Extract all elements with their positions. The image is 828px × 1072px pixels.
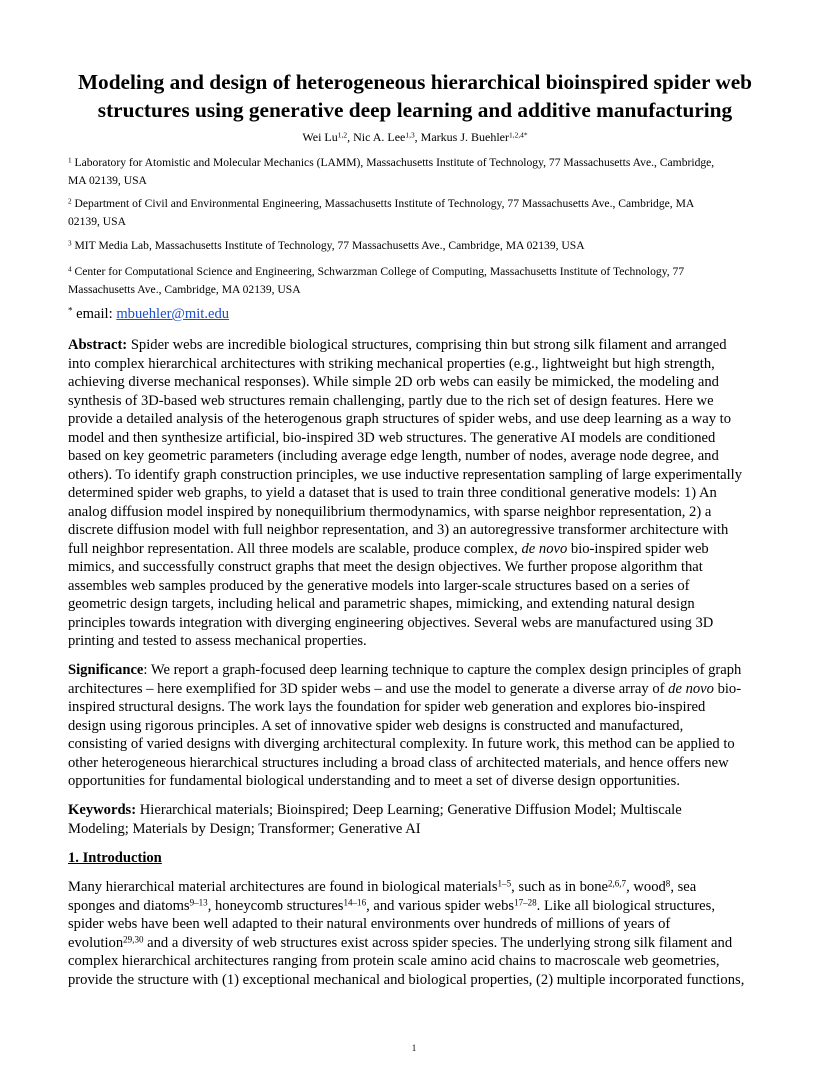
abstract-line: analog diffusion model inspired by nonequilibrium thermodynamics, with sparse neighbor representation, 2) a — [68, 503, 712, 520]
significance-line: other heterogeneous hierarchical structures including a broad class of architected materials, and hence offers new — [68, 754, 729, 771]
significance-line: : We report a graph-focused deep learning technique to capture the complex design principles of graph — [143, 662, 742, 678]
significance-label: Significance — [68, 662, 144, 678]
author-affil-marker: 1,2 — [337, 130, 348, 140]
citation-ref: 9–13 — [189, 896, 208, 907]
abstract-line: mimics, and successfully construct graphs that meet the design objectives. We further propose algorithm that — [68, 559, 703, 575]
author-name: Markus J. Buehler — [420, 130, 509, 144]
abstract-line: based on key geometric parameters (including average edge length, number of nodes, average node degree, and — [68, 448, 719, 464]
affiliation-number: 2 — [68, 197, 72, 206]
keywords-line: Modeling; Materials by Design; Transformer; Generative AI — [68, 820, 421, 837]
abstract-line: assembles web samples produced by the generative models into larger-scale structures based on a series of — [68, 577, 690, 594]
affiliation-text: Center for Computational Science and Engineering, Schwarzman College of Computing, Massachusetts Institute of Technology, 77 — [74, 265, 685, 278]
intro-line: Many hierarchical material architectures are found in biological materials$^{1-5}$, such as in bone$^{2,6,7}$, wood$^8$, sea — [68, 878, 697, 895]
affiliation-text: Massachusetts Ave., Cambridge, MA 02139, USA — [68, 283, 301, 296]
affiliation-text: Laboratory for Atomistic and Molecular Mechanics (LAMM), Massachusetts Institute of Technology, 77 Massachusetts Ave., Cambridge, — [74, 156, 715, 169]
abstract-line: into complex hierarchical architectures with striking mechanical properties (e.g., lightweight but high strength, — [68, 355, 715, 372]
abstract-line: synthesis of 3D-based web structures remain challenging, partly due to the rich set of design features. Here we — [68, 392, 714, 409]
significance-line: consisting of varied designs with diverging architectural complexity. In future work, this method can be applied to — [68, 736, 735, 752]
section-heading-introduction: 1. Introduction — [68, 850, 162, 866]
intro-line: provide the structure with (1) exceptional mechanical and biological properties, (2) multiple incorporated functions, — [68, 971, 745, 988]
keywords-label: Keywords: — [68, 802, 137, 818]
affiliation-4 — [68, 263, 762, 299]
significance-line: architectures – here exemplified for 3D spider webs – and use the model to generate a diverse array of — [68, 680, 669, 697]
author-affil-marker: 1,2,4* — [509, 130, 528, 140]
citation-ref: 8 — [665, 878, 671, 889]
abstract-line: model and then synthesize artificial, bio-inspired 3D web structures. The generative AI models are conditioned — [68, 429, 716, 446]
abstract-line: provide a detailed analysis of the heterogenous graph structures of spider webs, and use deep learning as a way to — [68, 411, 731, 427]
email-label: email: — [72, 306, 117, 322]
significance-line: opportunities for fundamental biological understanding and to meet a set of diverse design opportunities. — [68, 773, 680, 789]
italic-term: de novo — [521, 540, 568, 557]
affiliation-text: Department of Civil and Environmental Engineering, Massachusetts Institute of Technology, 77 Massachusetts Ave., Cambridge, MA — [74, 197, 695, 210]
email-link[interactable]: mbuehler@mit.edu — [116, 306, 230, 322]
intro-line: complex hierarchical architectures ranging from protein scale amino acid chains to macroscale web geometries, — [68, 953, 720, 969]
abstract-line: others). To identify graph construction principles, we use inductive representation sampling of large experimentally — [68, 466, 743, 483]
keywords — [68, 801, 762, 838]
page-number: 1 — [411, 1043, 417, 1053]
title-line-2: structures using generative deep learning and additive manufacturing — [97, 98, 733, 122]
abstract-line: discrete diffusion model with full neighbor representation, and 3) an autoregressive transformer architecture with — [68, 522, 729, 538]
abstract — [68, 336, 762, 651]
affiliation-number: 4 — [68, 265, 72, 274]
italic-term: de novo — [668, 680, 714, 697]
title-line-1: Modeling and design of heterogeneous hierarchical bioinspired spider web — [77, 70, 753, 94]
affiliation-number: 3 — [68, 239, 72, 248]
abstract-line: achieving diverse mechanical responses). While simple 2D orb webs can easily be mimicked, the modeling and — [68, 374, 719, 390]
abstract-line: determined spider web graphs, to yield a dataset that is used to train three conditional generative models: 1) An — [68, 485, 717, 501]
citation-ref: 2,6,7 — [607, 878, 627, 889]
abstract-line: Spider webs are incredible biological structures, comprising thin but strong silk filament and arranged — [127, 337, 727, 353]
author-list: Wei Lu$^{1,2}$, Nic A. Lee$^{1,3}$, Markus J. Buehler$^{1,2,4*}$ — [302, 130, 528, 144]
affiliation-number: 1 — [68, 156, 72, 165]
affiliation-2 — [68, 195, 762, 231]
significance-line: inspired structural designs. The work lays the foundation for spider web generation and explores bio-inspired — [68, 699, 706, 715]
abstract-line: printing and tested to assess mechanical properties. — [68, 633, 367, 649]
author-name: Wei Lu — [302, 130, 338, 144]
corresponding-mark: * — [68, 305, 73, 316]
abstract-line: geometric design targets, including helical and parametric shapes, mimicking, and extending natural design — [68, 596, 695, 612]
abstract-label: Abstract: — [68, 337, 128, 353]
introduction-body — [68, 878, 762, 989]
affiliation-text: 02139, USA — [68, 215, 126, 228]
abstract-line-tail: bio-inspired spider web — [567, 540, 709, 557]
corresponding-email — [68, 305, 229, 323]
intro-line: spider webs have been well adapted to their natural environments over hundreds of millions of years of — [68, 916, 671, 932]
citation-ref: 17–28 — [514, 896, 537, 907]
significance-line-tail: bio- — [713, 680, 742, 697]
significance — [68, 661, 762, 791]
citation-ref: 1–5 — [497, 878, 512, 889]
abstract-line: principles towards integration with diverging engineering objectives. Several webs are manufactured using 3D — [68, 614, 714, 631]
affiliation-text: MA 02139, USA — [68, 174, 147, 187]
affiliation-1 — [68, 154, 762, 190]
affiliation-text: MIT Media Lab, Massachusetts Institute of Technology, 77 Massachusetts Ave., Cambridge, MA 02139, USA — [74, 239, 585, 252]
author-affil-marker: 1,3 — [405, 130, 415, 140]
keywords-line: Hierarchical materials; Bioinspired; Deep Learning; Generative Diffusion Model; Multiscale — [136, 802, 682, 818]
citation-ref: 14–16 — [343, 896, 367, 907]
paper-title — [68, 68, 762, 124]
intro-line: sponges and diatoms$^{9-13}$, honeycomb structures$^{14-16}$, and various spider webs$^{17-28}$. Like all biological structures, — [68, 896, 715, 914]
affiliation-3 — [68, 237, 762, 255]
author-name: Nic A. Lee — [353, 130, 406, 144]
abstract-line: full neighbor representation. All three models are scalable, produce complex, — [68, 540, 522, 557]
significance-line: design using rigorous principles. A set of innovative spider web designs is constructed and manufactured, — [68, 717, 684, 734]
citation-ref: 29,30 — [123, 933, 144, 944]
intro-line: evolution$^{29,30}$ and a diversity of web structures exist across spider species. The underlying strong silk filament and — [68, 933, 733, 951]
